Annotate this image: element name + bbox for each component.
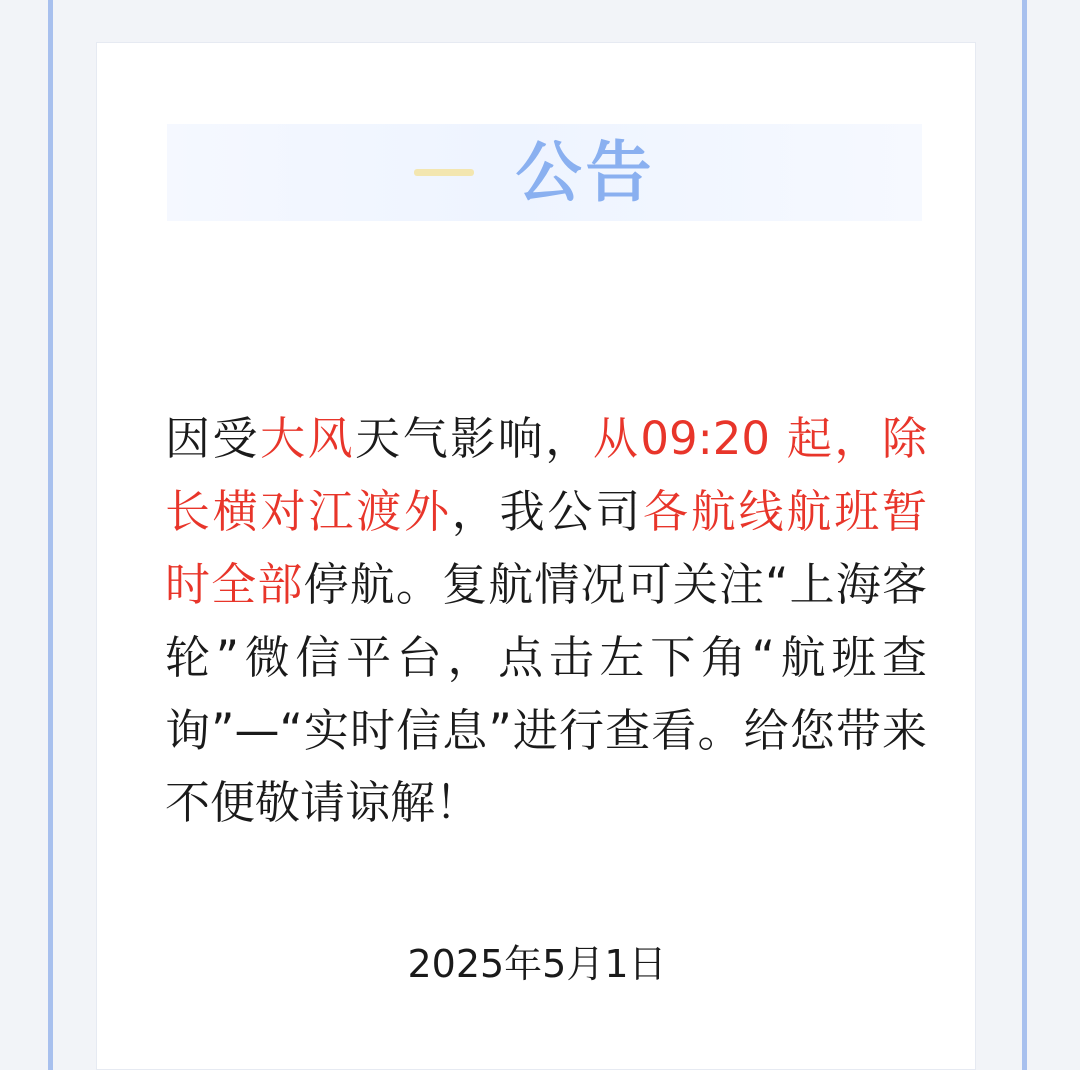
- notice-segment: 停航。复航情况可关注“上海客轮”微信平台，点击左下角“航班查询”—“实时信息”进行查看。给您带来不便敬请谅解！: [165, 557, 927, 830]
- notice-segment-highlight: 从09:20 起，除长横对江渡外: [165, 412, 927, 538]
- right-accent-rail: [1022, 0, 1027, 1070]
- notice-card: [96, 42, 976, 1070]
- notice-segment-highlight: 各航线航班暂时全部: [165, 484, 927, 611]
- page-title: 公告: [515, 133, 656, 211]
- dash-icon: [414, 169, 474, 176]
- banner-content: [414, 133, 656, 211]
- notice-segment: 天气影响，: [355, 412, 593, 465]
- notice-header-banner: [167, 124, 922, 221]
- notice-segment: ，我公司: [451, 484, 643, 538]
- left-accent-rail: [48, 0, 53, 1070]
- notice-segment: 因受: [165, 412, 261, 465]
- notice-date: 2025年5月1日: [407, 942, 667, 986]
- notice-body: [165, 403, 927, 840]
- notice-segment-highlight: 大风: [260, 412, 356, 465]
